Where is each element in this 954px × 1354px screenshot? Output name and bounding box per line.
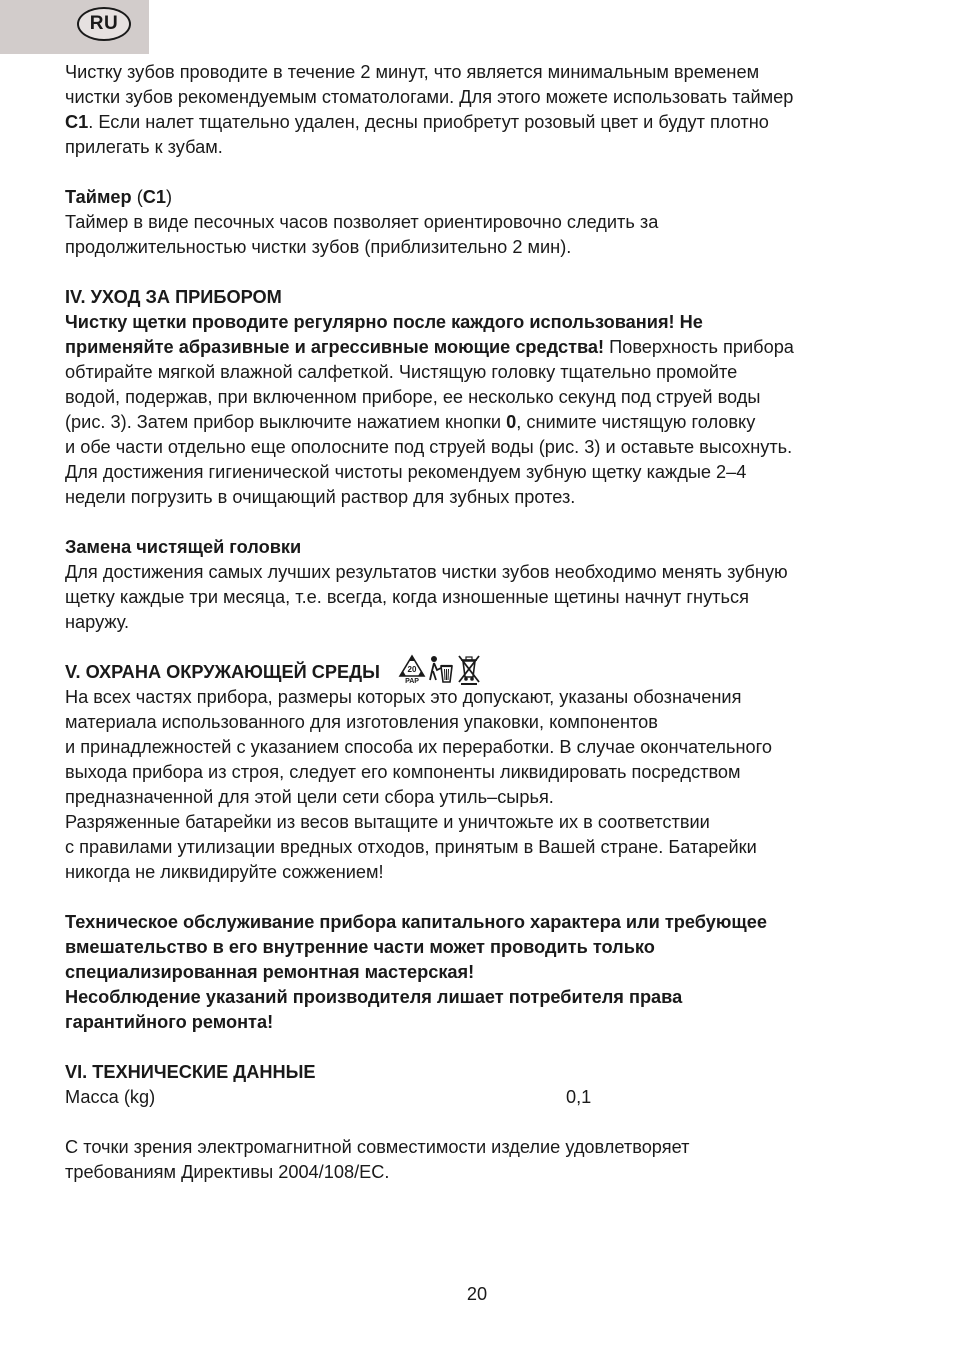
service-warning-line: гарантийного ремонта! bbox=[65, 1012, 274, 1032]
care-line: недели погрузить в очищающий раствор для зубных протез. bbox=[65, 487, 576, 507]
language-tab bbox=[0, 0, 149, 54]
tidyman-bin-icon bbox=[428, 654, 454, 684]
timer-heading-paren: ( bbox=[131, 187, 143, 207]
recycle-label: PAP bbox=[404, 677, 419, 684]
timer-heading-word: Таймер bbox=[65, 187, 132, 207]
timer-line: Таймер в виде песочных часов позволяет ориентировочно следить за bbox=[65, 212, 659, 232]
emc-line: С точки зрения электромагнитной совместимости изделие удовлетворяет bbox=[65, 1137, 690, 1157]
timer-section bbox=[65, 185, 905, 260]
recycle-code: 20 bbox=[407, 664, 417, 674]
language-badge bbox=[77, 7, 131, 41]
care-line-part: (рис. 3). Затем прибор выключите нажатием кнопки bbox=[65, 412, 507, 432]
environment-heading-row bbox=[65, 660, 905, 685]
intro-line-rest: . Если налет тщательно удален, десны приобретут розовый цвет и будут плотно bbox=[88, 112, 769, 132]
replace-head-section bbox=[65, 535, 905, 635]
intro-line: прилегать к зубам. bbox=[65, 137, 223, 157]
timer-heading bbox=[65, 185, 905, 210]
service-warning-line: вмешательство в его внутренние части может проводить только bbox=[65, 937, 655, 957]
recycle-pap-icon bbox=[398, 654, 426, 684]
service-warning-line: Несоблюдение указаний производителя лишает потребителя права bbox=[65, 987, 683, 1007]
timer-line: продолжительностью чистки зубов (приблизительно 2 мин). bbox=[65, 237, 572, 257]
environment-line: Разряженные батарейки из весов вытащите и уничтожьте их в соответствии bbox=[65, 812, 710, 832]
intro-line: Чистку зубов проводите в течение 2 минут, что является минимальным временем bbox=[65, 62, 760, 82]
service-warning-section bbox=[65, 910, 905, 1035]
intro-section bbox=[65, 60, 905, 160]
care-line: обтирайте мягкой влажной салфеткой. Чистящую головку тщательно промойте bbox=[65, 362, 738, 382]
intro-line bbox=[65, 110, 905, 135]
care-line: водой, подержав, при включенном приборе, ее несколько секунд под струей воды bbox=[65, 387, 761, 407]
care-line bbox=[65, 410, 905, 435]
power-button-label: 0 bbox=[506, 412, 517, 432]
care-line: Для достижения гигиенической чистоты рекомендуем зубную щетку каждые 2–4 bbox=[65, 462, 747, 482]
emc-line: требованиям Директивы 2004/108/EC. bbox=[65, 1162, 390, 1182]
replace-line: Для достижения самых лучших результатов чистки зубов необходимо менять зубную bbox=[65, 562, 788, 582]
timer-code: C1 bbox=[65, 112, 89, 132]
replace-line: наружу. bbox=[65, 612, 130, 632]
care-line bbox=[65, 335, 905, 360]
care-section bbox=[65, 285, 905, 510]
environment-section bbox=[65, 660, 905, 885]
care-line-rest: Поверхность прибора bbox=[604, 337, 794, 357]
language-code: RU bbox=[89, 13, 119, 34]
spec-value: 0,1 bbox=[566, 1087, 592, 1107]
environment-heading: V. ОХРАНА ОКРУЖАЮЩЕЙ СРЕДЫ bbox=[65, 662, 380, 682]
environment-line: На всех частях прибора, размеры которых это допускают, указаны обозначения bbox=[65, 687, 742, 707]
environment-line: предназначенной для этой цели сети сбора утиль–сырья. bbox=[65, 787, 554, 807]
service-warning-line: Техническое обслуживание прибора капитального характера или требующее bbox=[65, 912, 767, 932]
environment-line: материала использованного для изготовления упаковки, компонентов bbox=[65, 712, 658, 732]
page-content bbox=[65, 60, 905, 1185]
replace-heading: Замена чистящей головки bbox=[65, 537, 302, 557]
care-line-part: , снимите чистящую головку bbox=[516, 412, 756, 432]
service-warning-line: специализированная ремонтная мастерская! bbox=[65, 962, 475, 982]
environment-line: никогда не ликвидируйте сожжением! bbox=[65, 862, 384, 882]
timer-heading-paren: ) bbox=[166, 187, 173, 207]
intro-line: чистки зубов рекомендуемым стоматологами. Для этого можете использовать таймер bbox=[65, 87, 794, 107]
eco-icons bbox=[398, 653, 482, 685]
environment-line: выхода прибора из строя, следует его компоненты ликвидировать посредством bbox=[65, 762, 741, 782]
replace-line: щетку каждые три месяца, т.е. всегда, когда изношенные щетины начнут гнуться bbox=[65, 587, 749, 607]
emc-section bbox=[65, 1135, 905, 1185]
care-line: и обе части отдельно еще ополосните под струей воды (рис. 3) и оставьте высохнуть. bbox=[65, 437, 793, 457]
care-warning-line: Чистку щетки проводите регулярно после каждого использования! Не bbox=[65, 312, 703, 332]
page-number: 20 bbox=[466, 1284, 488, 1304]
spec-row bbox=[65, 1085, 905, 1110]
environment-line: и принадлежностей с указанием способа их переработки. В случае окончательного bbox=[65, 737, 772, 757]
timer-heading-code: C1 bbox=[142, 187, 167, 207]
environment-line: с правилами утилизации вредных отходов, принятым в Вашей стране. Батарейки bbox=[65, 837, 757, 857]
specs-section bbox=[65, 1060, 905, 1110]
spec-label: Масса (kg) bbox=[65, 1087, 156, 1107]
specs-heading: VI. ТЕХНИЧЕСКИЕ ДАННЫЕ bbox=[65, 1062, 316, 1082]
crossed-out-bin-icon bbox=[456, 653, 482, 685]
care-warning-line: применяйте абразивные и агрессивные моющие средства! bbox=[65, 337, 605, 357]
care-heading: IV. УХОД ЗА ПРИБОРОМ bbox=[65, 287, 282, 307]
